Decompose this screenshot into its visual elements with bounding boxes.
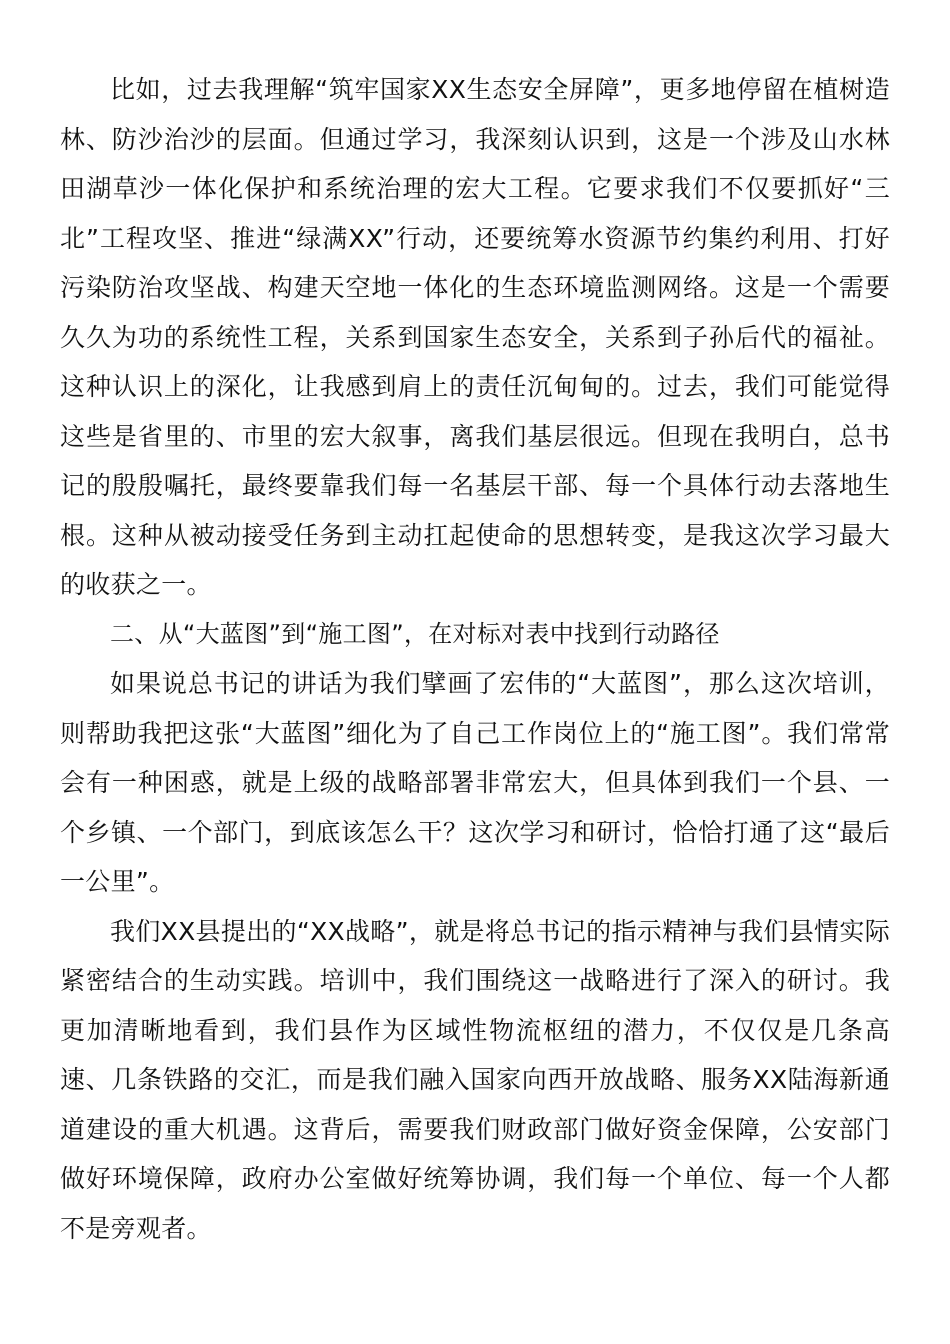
paragraph-ecology-understanding: 比如，过去我理解“筑牢国家XX生态安全屏障”，更多地停留在植树造林、防沙治沙的层面。但通过学习，我深刻认识到，这是一个涉及山水林田湖草沙一体化保护和系统治理的宏大工程。它要求我们不仅要抓好“三北”工程攻坚、推进“绿满XX”行动，还要统筹水资源节约集约利用、打好污染防治攻坚战、构建天空地一体化的生态环境监测网络。这是一个需要久久为功的系统性工程，关系到国家生态安全，关系到子孙后代的福祉。这种认识上的深化，让我感到肩上的责任沉甸甸的。过去，我们可能觉得这些是省里的、市里的宏大叙事，离我们基层很远。但现在我明白，总书记的殷殷嘱托，最终要靠我们每一名基层干部、每一个具体行动去落地生根。这种从被动接受任务到主动扛起使命的思想转变，是我这次学习最大的收获之一。 (60, 75, 890, 599)
section-heading-2: 二、从“大蓝图”到“施工图”，在对标对表中找到行动路径 (110, 619, 720, 648)
paragraph-county-strategy: 我们XX县提出的“XX战略”，就是将总书记的指示精神与我们县情实际紧密结合的生动实践。培训中，我们围绕这一战略进行了深入的研讨。我更加清晰地看到，我们县作为区域性物流枢纽的潜力，不仅仅是几条高速、几条铁路的交汇，而是我们融入国家向西开放战略、服务XX陆海新通道建设的重大机遇。这背后，需要我们财政部门做好资金保障，公安部门做好环境保障，政府办公室做好统筹协调，我们每一个单位、每一个人都不是旁观者。 (60, 916, 890, 1243)
paragraph-blueprint: 如果说总书记的讲话为我们擘画了宏伟的“大蓝图”，那么这次培训，则帮助我把这张“大蓝图”细化为了自己工作岗位上的“施工图”。我们常常会有一种困惑，就是上级的战略部署非常宏大，但具体到我们一个县、一个乡镇、一个部门，到底该怎么干？这次学习和研讨，恰恰打通了这“最后一公里”。 (60, 669, 890, 896)
document-page (60, 65, 890, 1253)
